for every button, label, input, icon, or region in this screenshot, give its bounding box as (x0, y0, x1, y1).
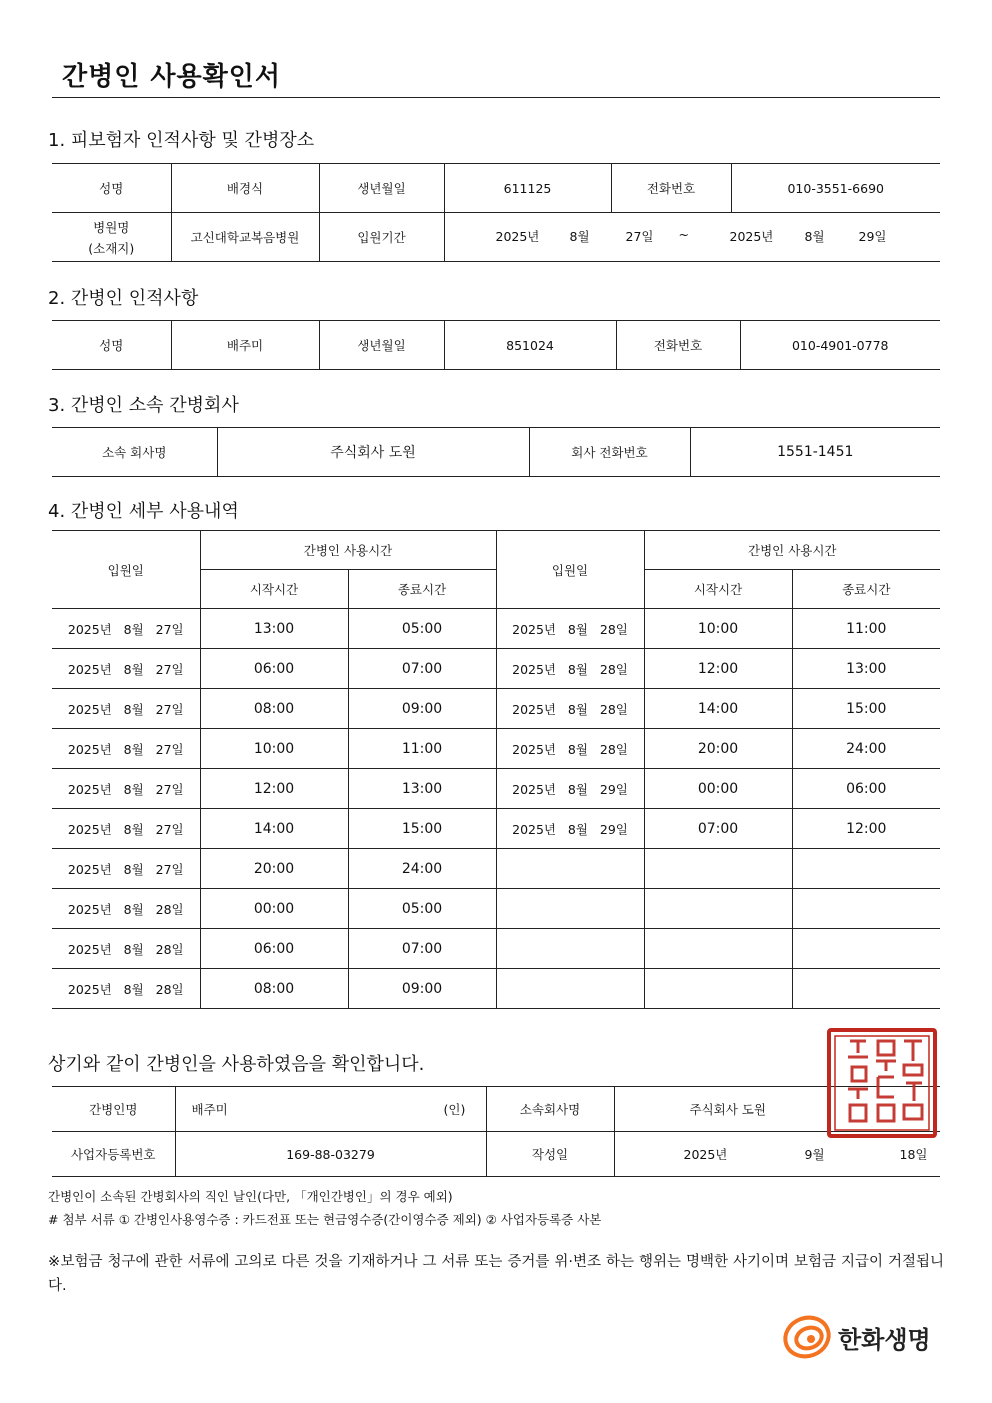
log-start-header-right: 시작시간 (644, 570, 792, 609)
log-date: 2025년 8월 27일 (52, 689, 200, 729)
log-end-header-left: 종료시간 (348, 570, 496, 609)
log-date: 2025년 8월 29일 (496, 809, 644, 849)
log-end (792, 969, 940, 1009)
log-start: 14:00 (200, 809, 348, 849)
signoff-table (52, 1086, 940, 1177)
table-row (52, 929, 940, 969)
section-4-heading: 4. 간병인 세부 사용내역 (48, 501, 239, 522)
hanwha-logo-icon (780, 1310, 836, 1362)
period-to-year: 2025년 (729, 229, 774, 244)
section-2-heading: 2. 간병인 인적사항 (48, 288, 199, 309)
log-end: 05:00 (348, 609, 496, 649)
log-start: 12:00 (644, 649, 792, 689)
insured-birth-label: 생년월일 (319, 164, 444, 213)
log-end-header-right: 종료시간 (792, 570, 940, 609)
table-row (52, 889, 940, 929)
title-divider (52, 97, 940, 98)
log-date (496, 849, 644, 889)
table-row (52, 689, 940, 729)
hanwha-logo-text: 한화생명 (838, 1326, 931, 1354)
log-start (644, 849, 792, 889)
log-end: 07:00 (348, 929, 496, 969)
signoff-date-month: 9월 (804, 1147, 825, 1162)
log-end: 06:00 (792, 769, 940, 809)
log-end: 13:00 (348, 769, 496, 809)
caregiver-phone-label: 전화번호 (616, 321, 740, 370)
log-end (792, 889, 940, 929)
note-attachments: # 첨부 서류 ① 간병인사용영수증 : 카드전표 또는 현금영수증(간이영수증 제외) ② 사업자등록증 사본 (48, 1212, 602, 1227)
caregiver-birth: 851024 (444, 321, 616, 370)
log-start: 10:00 (200, 729, 348, 769)
signoff-biz: 169-88-03279 (175, 1132, 486, 1177)
signoff-caregiver-cell (175, 1087, 486, 1132)
log-end: 12:00 (792, 809, 940, 849)
caregiver-table (52, 320, 940, 370)
log-start: 00:00 (644, 769, 792, 809)
insured-table (52, 163, 940, 262)
confirmation-statement: 상기와 같이 간병인을 사용하였음을 확인합니다. (48, 1054, 425, 1075)
period-label: 입원기간 (319, 213, 444, 262)
log-date: 2025년 8월 28일 (52, 889, 200, 929)
admission-period (444, 213, 940, 262)
insured-name: 배경식 (171, 164, 319, 213)
log-date: 2025년 8월 28일 (52, 969, 200, 1009)
log-start: 10:00 (644, 609, 792, 649)
log-start: 08:00 (200, 969, 348, 1009)
log-date: 2025년 8월 27일 (52, 649, 200, 689)
log-end: 24:00 (792, 729, 940, 769)
log-end: 15:00 (792, 689, 940, 729)
log-start (644, 889, 792, 929)
log-start (644, 969, 792, 1009)
log-date: 2025년 8월 27일 (52, 809, 200, 849)
signoff-caregiver: 배주미 (191, 1102, 228, 1117)
hospital-name: 고신대학교복음병원 (171, 213, 319, 262)
usage-log-table (52, 530, 940, 1009)
company-name: 주식회사 도원 (217, 428, 529, 477)
log-admit-header-left: 입원일 (52, 531, 200, 609)
log-date: 2025년 8월 28일 (496, 649, 644, 689)
company-phone: 1551-1451 (690, 428, 940, 477)
log-start: 00:00 (200, 889, 348, 929)
hospital-label: 병원명 (93, 219, 130, 235)
log-start (644, 929, 792, 969)
log-date: 2025년 8월 29일 (496, 769, 644, 809)
signoff-caregiver-label: 간병인명 (52, 1087, 175, 1132)
table-row (52, 729, 940, 769)
company-phone-label: 회사 전화번호 (529, 428, 690, 477)
log-date: 2025년 8월 28일 (496, 609, 644, 649)
caregiver-name: 배주미 (171, 321, 319, 370)
note-seal-requirement: 간병인이 소속된 간병회사의 직인 날인(다만, 「개인간병인」의 경우 예외) (48, 1189, 453, 1204)
log-date: 2025년 8월 27일 (52, 769, 200, 809)
table-row (52, 809, 940, 849)
signoff-company-name: 주식회사 도원 (689, 1102, 766, 1117)
log-date: 2025년 8월 28일 (52, 929, 200, 969)
signoff-date-label: 작성일 (486, 1132, 614, 1177)
log-date: 2025년 8월 28일 (496, 729, 644, 769)
section-1-heading: 1. 피보험자 인적사항 및 간병장소 (48, 130, 315, 151)
log-end: 09:00 (348, 689, 496, 729)
log-start: 06:00 (200, 929, 348, 969)
table-row (52, 609, 940, 649)
caregiver-birth-label: 생년월일 (319, 321, 444, 370)
log-usage-header-left: 간병인 사용시간 (200, 531, 496, 570)
log-usage-header-right: 간병인 사용시간 (644, 531, 940, 570)
log-start: 07:00 (644, 809, 792, 849)
table-row (52, 849, 940, 889)
log-end: 09:00 (348, 969, 496, 1009)
log-end: 13:00 (792, 649, 940, 689)
log-start: 14:00 (644, 689, 792, 729)
signoff-seal-mark: (인) (443, 1102, 466, 1117)
log-end: 11:00 (348, 729, 496, 769)
log-start: 20:00 (644, 729, 792, 769)
caregiver-name-label: 성명 (52, 321, 171, 370)
log-admit-header-right: 입원일 (496, 531, 644, 609)
fraud-warning: ※보험금 청구에 관한 서류에 고의로 다른 것을 기재하거나 그 서류 또는 증거를 위·변조 하는 행위는 명백한 사기이며 보험금 지급이 거절됩니다. (48, 1254, 944, 1294)
period-from-year: 2025년 (495, 229, 540, 244)
log-end: 24:00 (348, 849, 496, 889)
company-seal-stamp (826, 1027, 938, 1139)
log-date: 2025년 8월 27일 (52, 609, 200, 649)
company-name-label: 소속 회사명 (52, 428, 217, 477)
insured-phone: 010-3551-6690 (731, 164, 940, 213)
log-start: 08:00 (200, 689, 348, 729)
period-from-month: 8월 (569, 229, 590, 244)
section-3-heading: 3. 간병인 소속 간병회사 (48, 395, 239, 416)
table-row (52, 969, 940, 1009)
signoff-date-year: 2025년 (683, 1147, 728, 1162)
log-end (792, 849, 940, 889)
period-tilde: ~ (678, 227, 689, 242)
hospital-label-cell (52, 213, 171, 262)
period-to-day: 29일 (858, 229, 887, 244)
log-start: 12:00 (200, 769, 348, 809)
log-date: 2025년 8월 27일 (52, 729, 200, 769)
log-date: 2025년 8월 27일 (52, 849, 200, 889)
hospital-label-sub: (소재지) (88, 240, 135, 256)
period-from-day: 27일 (625, 229, 654, 244)
log-start: 06:00 (200, 649, 348, 689)
hanwha-life-logo (780, 1310, 940, 1362)
table-row (52, 769, 940, 809)
log-date (496, 889, 644, 929)
insured-birth: 611125 (444, 164, 611, 213)
caregiver-phone: 010-4901-0778 (740, 321, 940, 370)
log-start: 13:00 (200, 609, 348, 649)
log-end: 07:00 (348, 649, 496, 689)
log-end: 05:00 (348, 889, 496, 929)
page-title: 간병인 사용확인서 (62, 62, 281, 92)
signoff-company-label: 소속회사명 (486, 1087, 614, 1132)
log-date (496, 969, 644, 1009)
table-row (52, 649, 940, 689)
company-table (52, 427, 940, 477)
insured-phone-label: 전화번호 (611, 164, 731, 213)
log-start: 20:00 (200, 849, 348, 889)
log-date (496, 929, 644, 969)
log-date: 2025년 8월 28일 (496, 689, 644, 729)
log-end: 15:00 (348, 809, 496, 849)
log-start-header-left: 시작시간 (200, 570, 348, 609)
period-to-month: 8월 (804, 229, 825, 244)
insured-name-label: 성명 (52, 164, 171, 213)
signoff-biz-label: 사업자등록번호 (52, 1132, 175, 1177)
log-end (792, 929, 940, 969)
log-end: 11:00 (792, 609, 940, 649)
signoff-date-day: 18일 (899, 1147, 928, 1162)
